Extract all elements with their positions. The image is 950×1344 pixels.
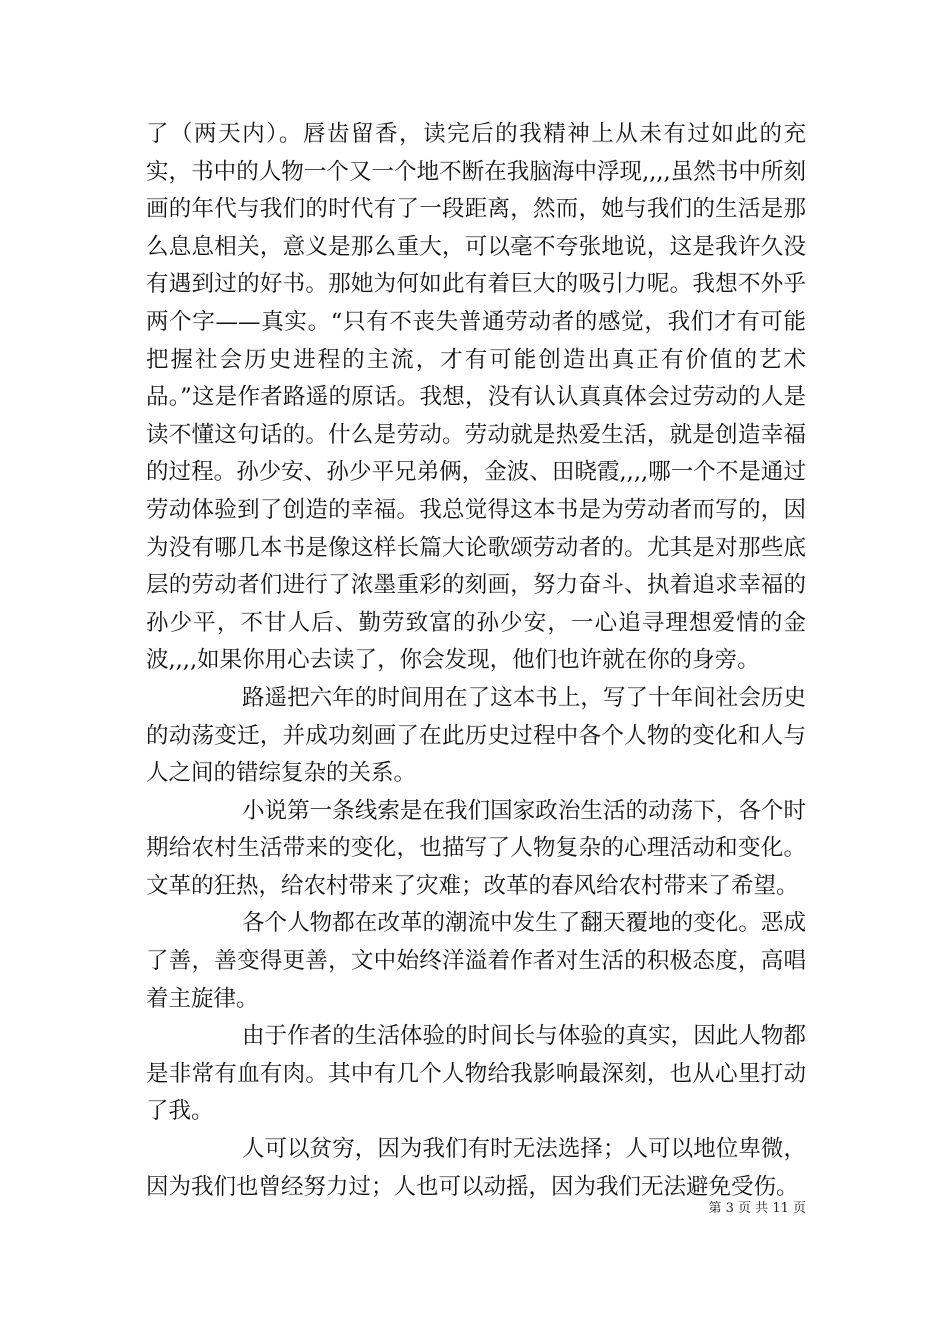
paragraph-2: 路遥把六年的时间用在了这本书上，写了十年间社会历史的动荡变迁，并成功刻画了在此历史过程中各个人物的变化和人与人之间的错综复杂的关系。 [146,684,806,787]
paragraph-6: 人可以贫穷，因为我们有时无法选择；人可以地位卑微，因为我们也曾经努力过；人也可以动摇，因为我们无法避免受伤。 [146,1136,806,1200]
paragraph-3: 小说第一条线索是在我们国家政治生活的动荡下，各个时期给农村生活带来的变化，也描写了人物复杂的心理活动和变化。文革的狂热，给农村带来了灾难；改革的春风给农村带来了希望。 [146,797,806,899]
paragraph-4: 各个人物都在改革的潮流中发生了翻天覆地的变化。恶成了善，善变得更善，文中始终洋溢着作者对生活的积极态度，高唱着主旋律。 [146,910,806,1012]
page-number-footer: 第 3 页 共 11 页 [708,1201,806,1216]
body-text [146,116,806,1206]
paragraph-5: 由于作者的生活体验的时间长与体验的真实，因此人物都是非常有血有肉。其中有几个人物给我影响最深刻，也从心里打动了我。 [146,1023,806,1125]
paragraph-1: 了（两天内）。唇齿留香，读完后的我精神上从未有过如此的充实，书中的人物一个又一个地不断在我脑海中浮现,,,,虽然书中所刻画的年代与我们的时代有了一段距离，然而，她与我们的生活是那么息息相关，意义是那么重大，可以毫不夸张地说，这是我许久没有遇到过的好书。那她为何如此有着巨大的吸引力呢。我想不外乎两个字——真实。“只有不丧失普通劳动者的感觉，我们才有可能把握社会历史进程的主流，才有可能创造出真正有价值的艺术品。”这是作者路遥的原话。我想，没有认认真真体会过劳动的人是读不懂这句话的。什么是劳动。劳动就是热爱生活，就是创造幸福的过程。孙少安、孙少平兄弟俩，金波、田晓霞,,,,哪一个不是通过劳动体验到了创造的幸福。我总觉得这本书是为劳动者而写的，因为没有哪几本书是像这样长篇大论歌颂劳动者的。尤其是对那些底层的劳动者们进行了浓墨重彩的刻画，努力奋斗、执着追求幸福的孙少平，不甘人后、勤劳致富的孙少安，一心追寻理想爱情的金波,,,,如果你用心去读了，你会发现，他们也许就在你的身旁。 [146,121,806,674]
